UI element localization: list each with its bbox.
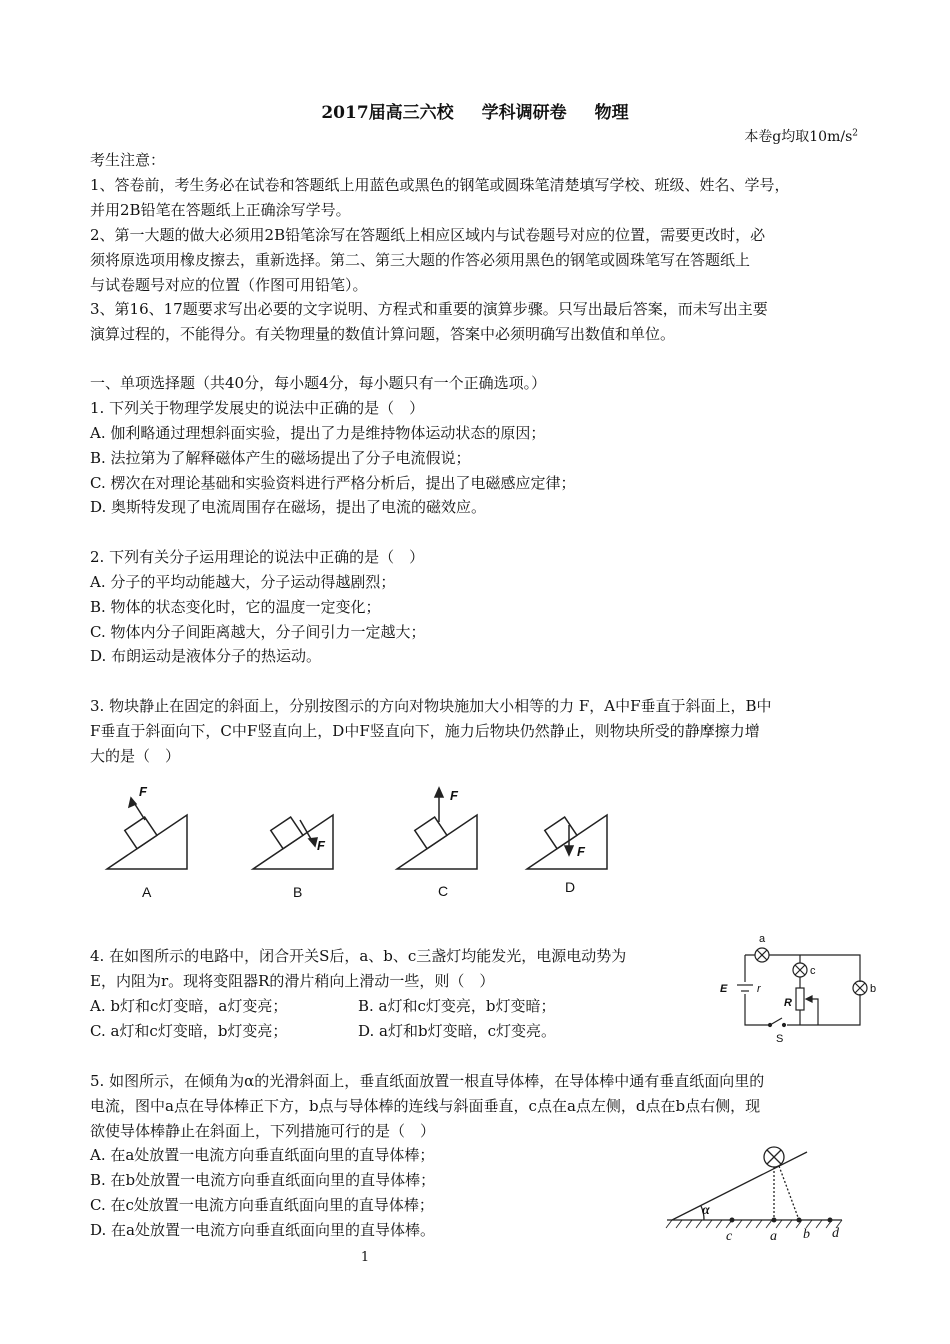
q1-option-a: A. 伽利略通过理想斜面实验，提出了力是维持物体运动状态的原因； — [90, 424, 546, 442]
label-S: S — [776, 1033, 784, 1045]
q4-stem-line: E，内阻为r。现将变阻器R的滑片稍向上滑动一些，则（ ） — [90, 972, 495, 990]
fig-label-a: A — [142, 884, 152, 900]
notice-line: 2、第一大题的做大必须用2B铅笔涂写在答题纸上相应区域内与试卷题号对应的位置，需要更改时，必 — [90, 226, 766, 244]
q5-option-a: A. 在a处放置一电流方向垂直纸面向里的直导体棒； — [90, 1146, 435, 1164]
notice-line: 3、第16、17题要求写出必要的文字说明、方程式和重要的演算步骤。只写出最后答案，而未写出主要 — [90, 300, 768, 318]
force-label-c: F — [450, 788, 458, 803]
q1-option-b: B. 法拉第为了解释磁体产生的磁场提出了分子电流假说； — [90, 449, 471, 467]
label-c: c — [726, 1229, 733, 1243]
notice-line: 演算过程的，不能得分。有关物理量的数值计算问题，答案中必须明确写出数值和单位。 — [90, 325, 676, 343]
block-a — [125, 817, 157, 849]
label-b: b — [803, 1227, 810, 1242]
q2-option-c: C. 物体内分子间距离越大，分子间引力一定越大； — [90, 623, 426, 641]
q4-option-a: A. b灯和c灯变暗，a灯变亮； — [90, 997, 288, 1015]
section-heading: 一、单项选择题（共40分，每小题4分，每小题只有一个正确选项。） — [90, 374, 547, 392]
label-alpha: α — [702, 1203, 710, 1218]
point-a — [772, 1218, 777, 1223]
notice-heading: 考生注意： — [90, 151, 166, 169]
block-b — [271, 817, 303, 849]
title-exam: 学科调研卷 — [481, 103, 567, 123]
q3-stem-line: 3. 物块静止在固定的斜面上，分别按图示的方向对物块施加大小相等的力 F，A中F垂直于斜面上，B中 — [90, 697, 772, 715]
q4-circuit — [712, 930, 887, 1045]
q5-stem-line: 电流，图中a点在导体棒正下方，b点与导体棒的连线与斜面垂直，c点在a点左侧，d点在b点右侧，现 — [90, 1097, 761, 1115]
label-R: R — [784, 997, 792, 1009]
label-a: a — [770, 1229, 777, 1243]
fig-label-c: C — [438, 883, 449, 899]
notice-line: 与试卷题号对应的位置（作图可用铅笔）。 — [90, 276, 368, 294]
label-a: a — [759, 933, 766, 945]
page-number: 1 — [360, 1250, 370, 1265]
force-label-b: F — [317, 838, 325, 853]
q4-option-b: B. a灯和c灯变亮，b灯变暗； — [358, 997, 556, 1015]
force-label-a: F — [139, 784, 147, 799]
title-subject: 物理 — [594, 103, 629, 123]
q2-option-d: D. 布朗运动是液体分子的热运动。 — [90, 647, 322, 665]
label-E: E — [720, 983, 728, 995]
label-c: c — [810, 965, 816, 977]
label-r: r — [757, 983, 761, 995]
notice-line: 须将原选项用橡皮擦去，重新选择。第二、第三大题的作答必须用黑色的钢笔或圆珠笔写在答题纸上 — [90, 251, 751, 269]
q5-option-b: B. 在b处放置一电流方向垂直纸面向里的直导体棒； — [90, 1171, 436, 1189]
label-b: b — [870, 983, 877, 995]
rheostat-r — [796, 988, 804, 1010]
q5-option-c: C. 在c处放置一电流方向垂直纸面向里的直导体棒； — [90, 1196, 434, 1214]
block-d — [545, 817, 577, 849]
title-school: 2017届高三六校 — [321, 103, 454, 123]
q1-stem: 1. 下列关于物理学发展史的说法中正确的是（ ） — [90, 399, 425, 417]
notice-line: 并用2B铅笔在答题纸上正确涂写学号。 — [90, 201, 351, 219]
q3-figures — [95, 780, 625, 910]
q3-stem-line: 大的是（ ） — [90, 747, 181, 765]
q2-stem: 2. 下列有关分子运用理论的说法中正确的是（ ） — [90, 548, 425, 566]
q5-stem-line: 5. 如图所示，在倾角为α的光滑斜面上，垂直纸面放置一根直导体棒，在导体棒中通有垂直纸面向里的 — [90, 1072, 765, 1090]
q4-option-c: C. a灯和c灯变暗，b灯变亮； — [90, 1022, 288, 1040]
q5-stem-line: 欲使导体棒静止在斜面上，下列措施可行的是（ ） — [90, 1122, 436, 1140]
point-c — [730, 1218, 735, 1223]
point-d — [828, 1218, 833, 1223]
page-title — [0, 98, 950, 123]
fig-label-b: B — [293, 884, 303, 900]
q4-stem-line: 4. 在如图所示的电路中，闭合开关S后，a、b、c三盏灯均能发光，电源电动势为 — [90, 947, 627, 965]
gravity-note-text: 本卷g均取10m/s — [744, 129, 853, 145]
q5-option-d: D. 在a处放置一电流方向垂直纸面向里的直导体棒。 — [90, 1221, 435, 1239]
label-d: d — [832, 1226, 839, 1241]
q2-option-b: B. 物体的状态变化时，它的温度一定变化； — [90, 598, 381, 616]
q4-option-d: D. a灯和b灯变暗，c灯变亮。 — [358, 1022, 556, 1040]
point-b — [797, 1218, 802, 1223]
block-c — [415, 817, 447, 849]
force-label-d: F — [577, 844, 585, 859]
gravity-note-sup: 2 — [852, 128, 858, 139]
fig-label-d: D — [565, 879, 576, 895]
q1-option-c: C. 楞次在对理论基础和实验资料进行严格分析后，提出了电磁感应定律； — [90, 474, 576, 492]
q5-incline — [662, 1138, 852, 1243]
gravity-note — [744, 126, 858, 146]
notice-line: 1、答卷前，考生务必在试卷和答题纸上用蓝色或黑色的钢笔或圆珠笔清楚填写学校、班级、姓名、学号， — [90, 176, 790, 194]
q2-option-a: A. 分子的平均动能越大，分子运动得越剧烈； — [90, 573, 396, 591]
q3-stem-line: F垂直于斜面向下，C中F竖直向上，D中F竖直向下，施力后物块仍然静止，则物块所受的静摩擦力增 — [90, 722, 760, 740]
q1-option-d: D. 奥斯特发现了电流周围存在磁场，提出了电流的磁效应。 — [90, 498, 487, 516]
